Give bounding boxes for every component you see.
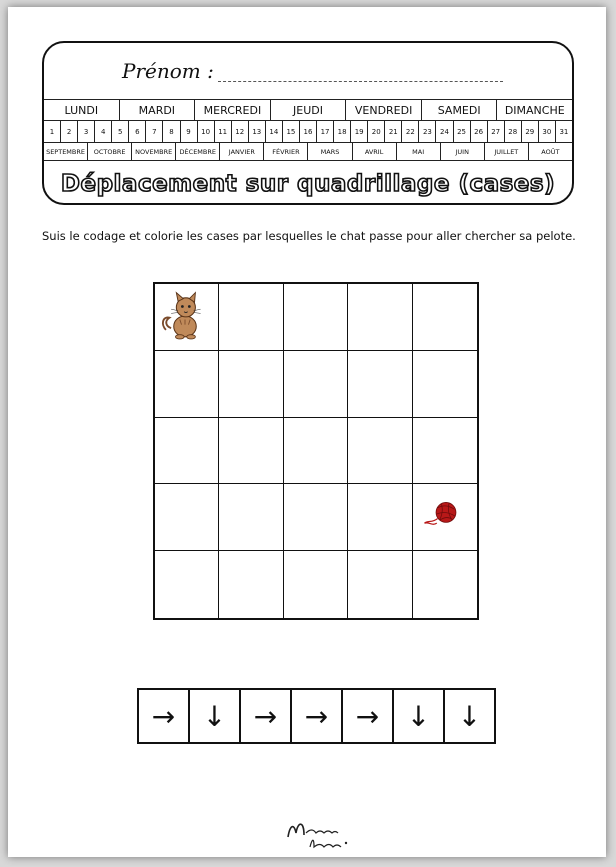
grid-cell[interactable]: [413, 351, 477, 418]
grid-cell[interactable]: [219, 351, 283, 418]
grid-cell[interactable]: [155, 551, 219, 618]
grid-cell[interactable]: [413, 484, 477, 551]
date-cell[interactable]: 22: [402, 121, 419, 142]
grid-cell[interactable]: [284, 351, 348, 418]
date-cell[interactable]: 17: [317, 121, 334, 142]
grid-cell[interactable]: [348, 484, 412, 551]
date-cell[interactable]: 25: [454, 121, 471, 142]
date-cell[interactable]: 14: [266, 121, 283, 142]
date-cell[interactable]: 16: [300, 121, 317, 142]
grid-cell[interactable]: [284, 551, 348, 618]
grid-cell[interactable]: [348, 284, 412, 351]
author-logo: [280, 813, 360, 853]
months-row: [44, 142, 572, 160]
date-cell[interactable]: 8: [163, 121, 180, 142]
grid-cell[interactable]: [219, 551, 283, 618]
day-cell[interactable]: SAMEDI: [422, 100, 498, 120]
grid-cell[interactable]: [219, 484, 283, 551]
date-cell[interactable]: 20: [368, 121, 385, 142]
arrow-right-icon: →: [241, 690, 292, 742]
date-cell[interactable]: 1: [44, 121, 61, 142]
day-cell[interactable]: LUNDI: [44, 100, 120, 120]
arrow-right-icon: →: [292, 690, 343, 742]
date-cell[interactable]: 18: [334, 121, 351, 142]
grid-cell[interactable]: [284, 418, 348, 485]
grid-cell[interactable]: [413, 551, 477, 618]
date-cell[interactable]: 12: [232, 121, 249, 142]
arrow-down-icon: ↓: [394, 690, 445, 742]
grid-cell[interactable]: [284, 484, 348, 551]
name-label: Prénom :: [122, 59, 214, 83]
arrow-down-icon: ↓: [457, 699, 482, 733]
worksheet-page: [8, 7, 606, 857]
month-cell[interactable]: MARS: [308, 143, 352, 160]
name-field[interactable]: [218, 81, 503, 82]
date-cell[interactable]: 19: [351, 121, 368, 142]
date-cell[interactable]: 23: [419, 121, 436, 142]
day-cell[interactable]: VENDREDI: [346, 100, 422, 120]
grid-cell[interactable]: [348, 418, 412, 485]
month-cell[interactable]: FÉVRIER: [264, 143, 308, 160]
date-cell[interactable]: 10: [198, 121, 215, 142]
name-row: [44, 43, 572, 99]
month-cell[interactable]: JUILLET: [485, 143, 529, 160]
date-cell[interactable]: 2: [61, 121, 78, 142]
page-title: Déplacement sur quadrillage (cases): [60, 170, 556, 197]
date-cell[interactable]: 26: [471, 121, 488, 142]
month-cell[interactable]: SEPTEMBRE: [44, 143, 88, 160]
date-cell[interactable]: 9: [181, 121, 198, 142]
grid-cell[interactable]: [413, 418, 477, 485]
date-cell[interactable]: 15: [283, 121, 300, 142]
date-cell[interactable]: 27: [488, 121, 505, 142]
instruction-text: Suis le codage et colorie les cases par lesquelles le chat passe pour aller chercher sa pelote.: [42, 229, 576, 243]
date-cell[interactable]: 28: [505, 121, 522, 142]
month-cell[interactable]: OCTOBRE: [88, 143, 132, 160]
grid-cell[interactable]: [155, 418, 219, 485]
month-cell[interactable]: JUIN: [441, 143, 485, 160]
title-row: [44, 160, 572, 205]
date-cell[interactable]: 4: [95, 121, 112, 142]
month-cell[interactable]: DÉCEMBRE: [176, 143, 220, 160]
day-cell[interactable]: MERCREDI: [195, 100, 271, 120]
month-cell[interactable]: JANVIER: [220, 143, 264, 160]
month-cell[interactable]: AOÛT: [541, 147, 560, 156]
date-cell[interactable]: 11: [215, 121, 232, 142]
arrow-down-icon: ↓: [190, 690, 241, 742]
day-cell[interactable]: DIMANCHE: [504, 103, 565, 117]
date-cell[interactable]: 29: [522, 121, 539, 142]
date-cell[interactable]: 30: [539, 121, 556, 142]
date-cell[interactable]: 21: [385, 121, 402, 142]
month-cell[interactable]: AVRIL: [353, 143, 397, 160]
month-cell[interactable]: NOVEMBRE: [132, 143, 176, 160]
date-cell[interactable]: 13: [249, 121, 266, 142]
grid-cell[interactable]: [219, 284, 283, 351]
grid-cell[interactable]: [284, 284, 348, 351]
grid-cell[interactable]: [155, 284, 219, 351]
grid-cell[interactable]: [348, 551, 412, 618]
date-cell[interactable]: 3: [78, 121, 95, 142]
arrow-right-icon: →: [139, 690, 190, 742]
grid-cell[interactable]: [219, 418, 283, 485]
date-cell[interactable]: 6: [129, 121, 146, 142]
code-strip: [137, 688, 496, 744]
day-cell[interactable]: MARDI: [120, 100, 196, 120]
days-row: [44, 99, 572, 120]
date-cell[interactable]: 24: [436, 121, 453, 142]
dates-row: [44, 120, 572, 142]
header-box: [42, 41, 574, 205]
date-cell[interactable]: 31: [559, 127, 569, 136]
day-cell[interactable]: JEUDI: [271, 100, 347, 120]
grid-cell[interactable]: [155, 484, 219, 551]
month-cell[interactable]: MAI: [397, 143, 441, 160]
date-cell[interactable]: 5: [112, 121, 129, 142]
grid-cell[interactable]: [155, 351, 219, 418]
grid-board: [153, 282, 479, 620]
grid-cell[interactable]: [413, 284, 477, 351]
grid-cell[interactable]: [348, 351, 412, 418]
arrow-right-icon: →: [343, 690, 394, 742]
date-cell[interactable]: 7: [146, 121, 163, 142]
